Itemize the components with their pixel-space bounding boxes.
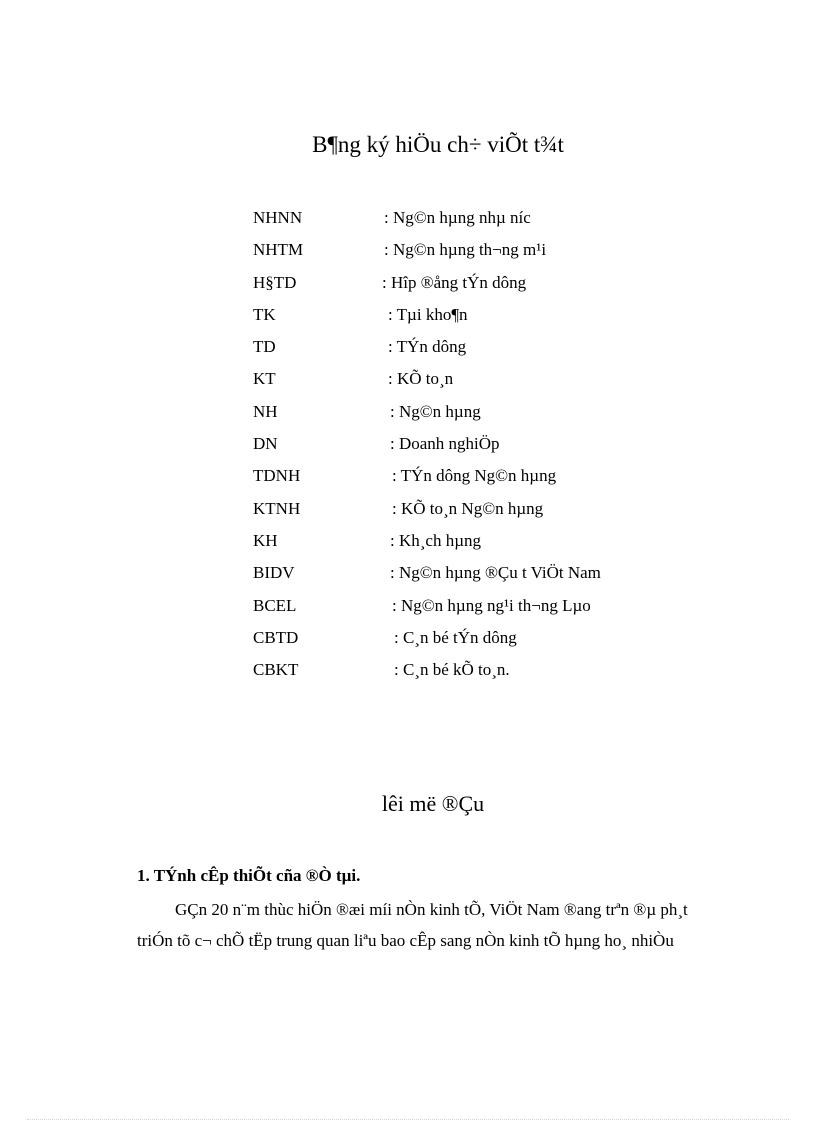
section-heading: 1. TÝnh cÊp thiÕt cña ®Ò tµi. xyxy=(137,866,361,885)
abbreviation-definition: : C¸n bé kÕ to¸n. xyxy=(394,660,510,680)
abbreviation-definition: : TÝn dông xyxy=(388,337,467,357)
abbreviation-definition: : Ng©n hµng th¬ng m¹i xyxy=(384,240,547,260)
paragraph-line: triÓn tõ c¬ chÕ tËp trung quan liªu bao cÊp sang nÒn kinh tÕ hµng ho¸ nhiÒu xyxy=(137,931,674,950)
abbreviation-definition: : Doanh nghiÖp xyxy=(390,434,500,454)
page-bottom-divider xyxy=(27,1119,789,1120)
abbreviation-code: DN xyxy=(253,434,278,454)
abbreviation-code: KTNH xyxy=(253,498,301,518)
section-title: lêi më ®Çu xyxy=(381,791,485,816)
abbreviation-code: NHTM xyxy=(253,240,304,260)
abbreviation-code: TDNH xyxy=(253,466,301,486)
abbreviation-code: KT xyxy=(253,369,276,389)
abbreviation-code: NHNN xyxy=(253,208,303,227)
abbreviation-code: H§TD xyxy=(253,272,297,292)
abbreviation-definition: : KÕ to¸n xyxy=(388,369,454,389)
abbreviation-definition: : Ng©n hµng nhµ níc xyxy=(384,208,531,227)
abbreviation-code: CBKT xyxy=(253,660,299,680)
abbreviation-definition: : TÝn dông Ng©n hµng xyxy=(392,466,557,486)
abbreviation-definition: : Hîp ®ång tÝn dông xyxy=(382,272,527,292)
abbreviation-definition: : Kh¸ch hµng xyxy=(390,530,482,550)
paragraph-line: GÇn 20 n¨m thùc hiÖn ®æi míi nÒn kinh tÕ, ViÖt Nam ®ang trªn ®µ ph¸t xyxy=(175,900,688,919)
page-title: B¶ng ký hiÖu ch÷ viÕt t¾t xyxy=(312,132,564,157)
abbreviation-definition: : Tµi kho¶n xyxy=(388,304,468,324)
abbreviation-definition: : Ng©n hµng ng¹i th¬ng Lµo xyxy=(392,595,591,615)
abbreviation-code: KH xyxy=(253,530,278,550)
abbreviation-code: NH xyxy=(253,401,278,421)
abbreviation-code: TK xyxy=(253,304,276,324)
abbreviation-code: BCEL xyxy=(253,595,297,615)
abbreviation-definition: : Ng©n hµng ®Çu t ViÖt Nam xyxy=(390,563,601,583)
abbreviation-code: TD xyxy=(253,337,276,357)
abbreviation-definition: : KÕ to¸n Ng©n hµng xyxy=(392,498,544,518)
abbreviation-code: BIDV xyxy=(253,563,295,583)
abbreviation-definition: : Ng©n hµng xyxy=(390,401,481,421)
abbreviation-code: CBTD xyxy=(253,627,299,647)
abbreviation-definition: : C¸n bé tÝn dông xyxy=(394,627,517,647)
